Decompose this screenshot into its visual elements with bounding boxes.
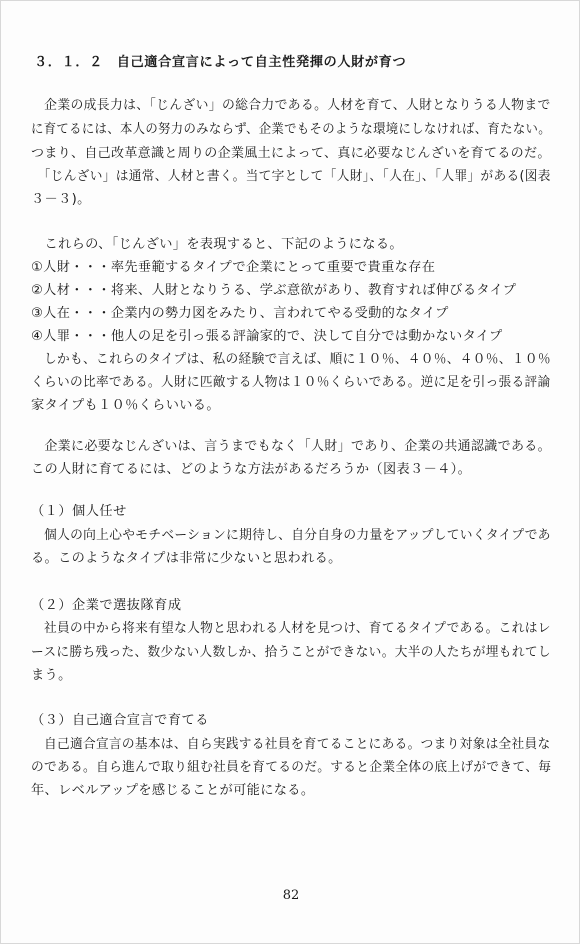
paragraph-line: のである。自ら進んで取り組む社員を育てるのだ。すると企業全体の底上げができて、毎 — [31, 760, 552, 775]
paragraph-line: これらの、「じんざい」を表現すると、下記のようになる。 — [31, 237, 403, 252]
paragraph-line: 企業に必要なじんざいは、言うまでもなく「人財」であり、企業の共通認識である。 — [31, 439, 551, 454]
subsection-title: （２）企業で選抜隊育成 — [31, 598, 182, 613]
paragraph-line: まう。 — [31, 668, 72, 683]
paragraph-line: ースに勝ち残った、数少ない人数しか、拾うことができない。大半の人たちが埋もれてし — [31, 645, 551, 660]
list-item: ③人在・・・企業内の勢力図をみたり、言われてやる受動的なタイプ — [31, 306, 449, 321]
list-item: ②人材・・・将来、人財となりうる、学ぶ意欲があり、教育すれば伸びるタイプ — [31, 283, 517, 298]
paragraph-line: 企業の成長力は、「じんざい」の総合力である。人材を育て、人財となりうる人物まで — [31, 98, 551, 113]
paragraph-line: に育てるには、本人の努力のみならず、企業でもそのような環境にしなければ、育たない。 — [31, 122, 551, 137]
paragraph-line: しかも、これらのタイプは、私の経験で言えば、順に１０％、４０％、４０％、１０％ — [31, 352, 551, 367]
paragraph-line: ３－３)。 — [31, 192, 91, 207]
list-item: ④人罪・・・他人の足を引っ張る評論家的で、決して自分では動かないタイプ — [31, 329, 503, 344]
paragraph-line: 自己適合宣言の基本は、自ら実践する社員を育てることにある。つまり対象は全社員な — [31, 737, 551, 752]
paragraph-line: この人財に育てるには、どのような方法があるだろうか（図表３－４）。 — [31, 462, 472, 477]
paragraph-line: 「じんざい」は通常、人材と書く。当て字として「人財」、「人在」、「人罪」がある(図表 — [31, 169, 551, 184]
paragraph-line: 個人の向上心やモチベーションに期待し、自分自身の力量をアップしていくタイプであ — [31, 528, 551, 543]
paragraph-line: 社員の中から将来有望な人物と思われる人材を見つけ、育てるタイプである。これはレ — [31, 621, 551, 636]
subsection-title: （３）自己適合宣言で育てる — [31, 713, 209, 728]
page-number: 82 — [282, 888, 300, 903]
paragraph-line: 年、レベルアップを感じることが可能になる。 — [31, 783, 315, 798]
paragraph-line: くらいの比率である。人財に匹敵する人物は１０％くらいである。逆に足を引っ張る評論 — [31, 375, 551, 390]
list-item: ①人財・・・率先垂範するタイプで企業にとって重要で貴重な存在 — [31, 260, 436, 275]
subsection-title: （１）個人任せ — [31, 504, 127, 519]
section-heading: ３．１．２ 自己適合宣言によって自主性発揮の人財が育つ — [34, 55, 407, 70]
paragraph-line: る。このようなタイプは非常に少ないと思われる。 — [31, 551, 342, 566]
paragraph-line: つまり、自己改革意識と周りの企業風土によって、真に必要なじんざいを育てるのだ。 — [31, 146, 551, 161]
paragraph-line: 家タイプも１０％くらいいる。 — [31, 398, 220, 413]
